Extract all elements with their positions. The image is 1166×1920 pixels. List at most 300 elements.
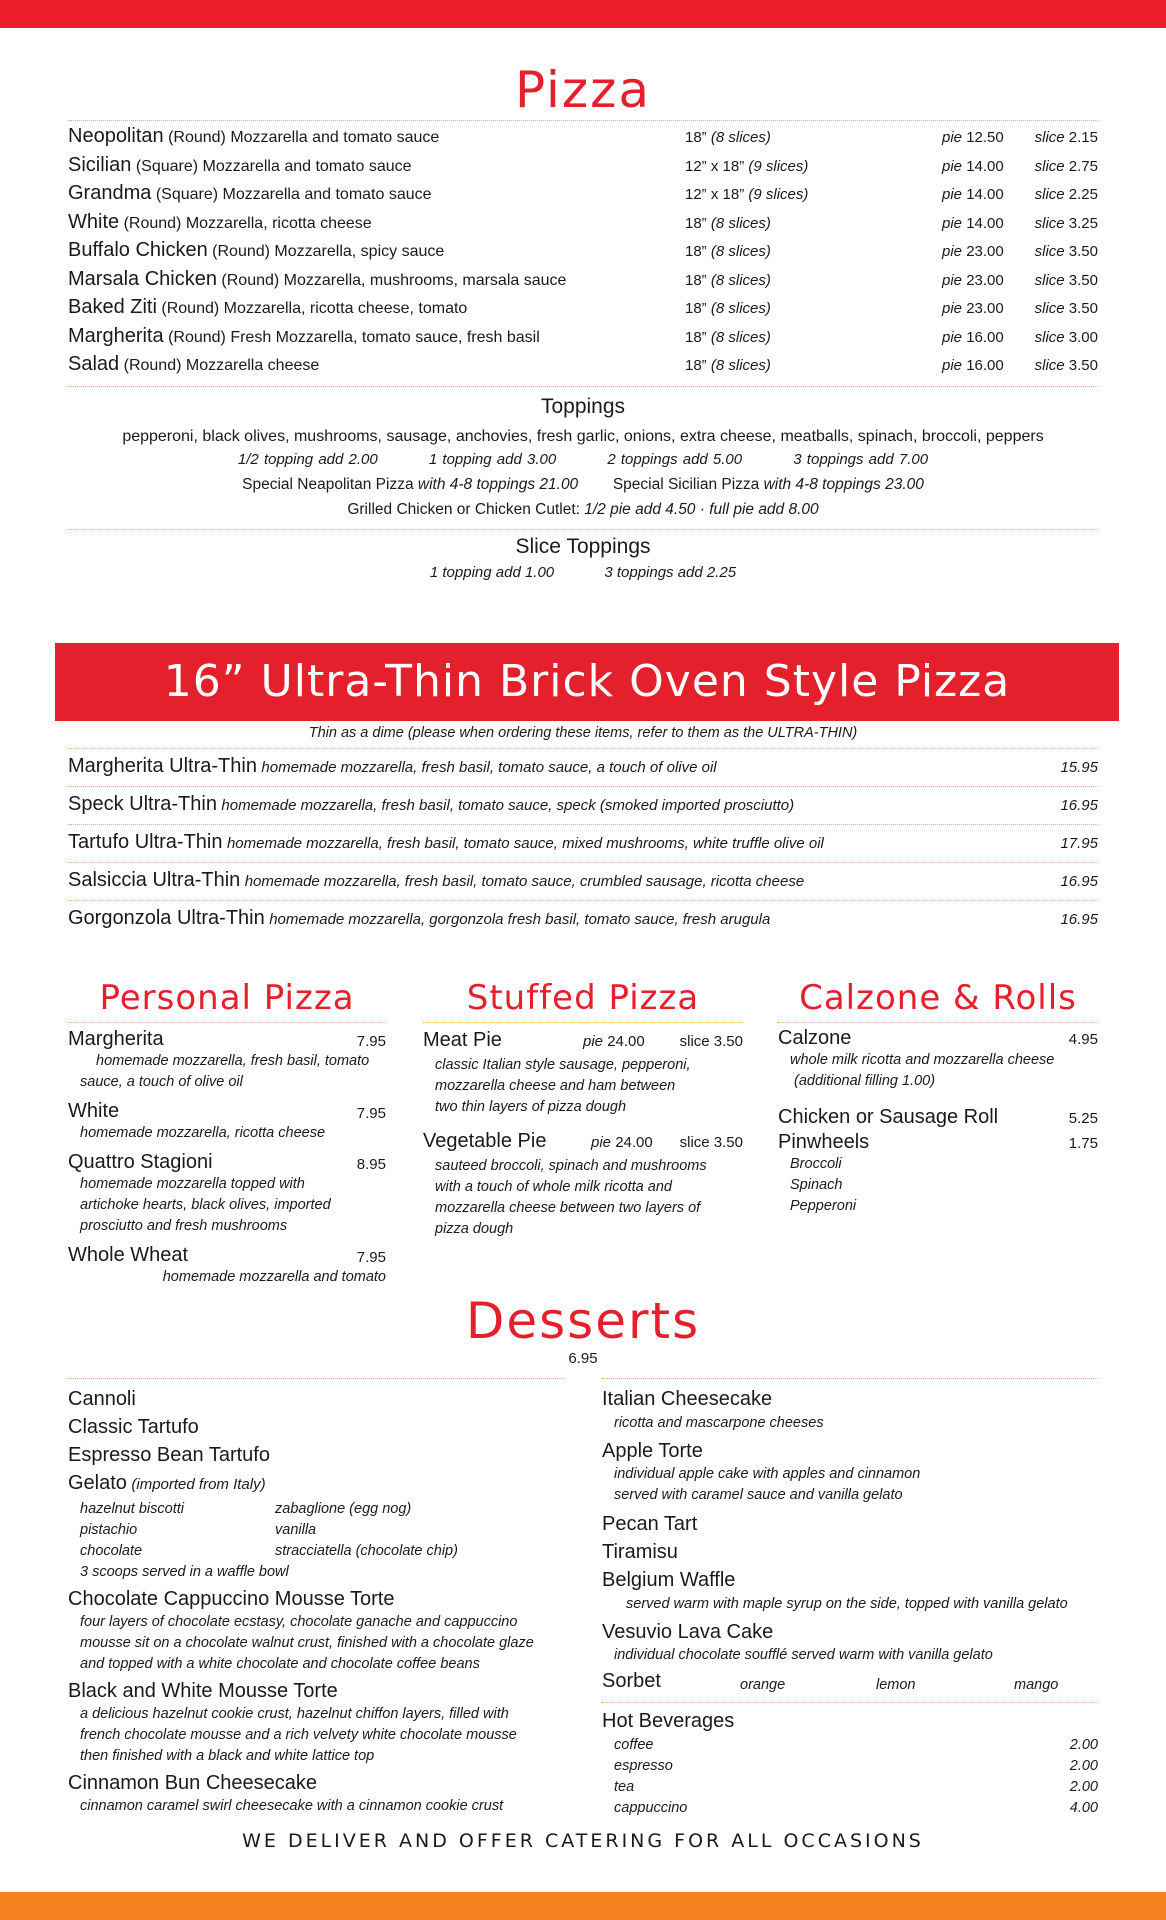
pizza-name-desc	[68, 125, 439, 148]
personal-item	[68, 1150, 386, 1174]
size-value: 18”	[685, 328, 707, 346]
pie-label: pie	[942, 214, 963, 232]
beverage-price: 2.00	[1069, 1758, 1098, 1774]
calzone-desc: whole milk ricotta and mozzarella cheese	[790, 1052, 1055, 1068]
stuffed-pie-price	[583, 1033, 645, 1050]
gelato-flavor: chocolate	[80, 1543, 143, 1559]
dessert-desc-line: served with caramel sauce and vanilla gelato	[614, 1487, 903, 1503]
calzone-extra: (additional filling 1.00)	[794, 1073, 936, 1089]
sorbet-flavor: orange	[740, 1677, 786, 1693]
pinwheels-item	[778, 1131, 1098, 1154]
slice-label: slice	[1034, 357, 1065, 374]
personal-item-price: 7.95	[356, 1249, 386, 1266]
beverage-row	[602, 1756, 1098, 1777]
stuffed-pizza-list	[423, 1029, 743, 1240]
personal-item-desc: homemade mozzarella and tomato	[162, 1269, 386, 1285]
pizza-name: Grandma	[68, 182, 152, 204]
dessert-desc-line: ricotta and mascarpone cheeses	[614, 1415, 824, 1431]
beverage-price: 2.00	[1069, 1779, 1098, 1795]
pizza-size	[685, 215, 771, 232]
pizza-name: Margherita	[68, 324, 164, 347]
dessert-belgium-waffle: Belgium Waffle	[602, 1569, 736, 1591]
gelato-flavor: stracciatella (chocolate chip)	[275, 1543, 458, 1559]
bottom-orange-bar	[0, 1892, 1166, 1920]
ultra-thin-price: 16.95	[1060, 911, 1098, 928]
pie-value: 23.00	[966, 243, 1004, 260]
roll-item	[778, 1106, 1098, 1129]
pizza-name: Buffalo Chicken	[68, 239, 208, 261]
desserts-header	[68, 1292, 1098, 1367]
topping-prices	[68, 451, 1098, 468]
slice-label: slice	[1034, 186, 1065, 203]
dessert-desc-line: individual apple cake with apples and cinnamon	[614, 1466, 921, 1482]
footer-tagline: WE DELIVER AND OFFER CATERING FOR ALL OCCASIONS	[242, 1830, 924, 1852]
slice-label: slice	[1034, 328, 1065, 346]
roll-price: 5.25	[1068, 1110, 1098, 1127]
beverage-row	[602, 1798, 1098, 1819]
size-value: 18”	[685, 214, 707, 232]
pinwheel-flavor: Pepperoni	[790, 1198, 857, 1214]
slice-label: slice	[679, 1134, 710, 1151]
beverage-name: coffee	[614, 1737, 654, 1753]
pie-label: pie	[942, 357, 963, 374]
topping-price: 1 topping add 3.00	[428, 450, 557, 468]
divider	[68, 1022, 386, 1023]
slice-price	[1035, 329, 1098, 346]
slice-topping-price: 3 toppings add 2.25	[604, 563, 737, 581]
slice-price	[1035, 158, 1098, 175]
pizza-name: Neopolitan	[68, 125, 164, 147]
personal-item-desc: homemade mozzarella topped with	[80, 1176, 305, 1192]
pie-value: 14.00	[966, 186, 1004, 203]
ultra-thin-name-desc	[68, 755, 717, 778]
pie-value: 23.00	[966, 271, 1004, 289]
gelato-serving: 3 scoops served in a waffle bowl	[80, 1564, 289, 1580]
slice-value: 3.50	[713, 1134, 743, 1151]
slice-value: 3.50	[1068, 271, 1098, 289]
size-value: 12” x 18”	[685, 157, 745, 175]
pizza-row	[68, 123, 1098, 152]
ultra-thin-price: 15.95	[1060, 759, 1098, 776]
hot-beverages-title: Hot Beverages	[602, 1710, 735, 1732]
pizza-size	[685, 329, 771, 346]
pizza-size	[685, 272, 771, 289]
stuffed-item-desc: mozzarella cheese and ham between	[435, 1078, 676, 1094]
stuffed-item	[423, 1130, 743, 1156]
pie-price	[942, 357, 1004, 374]
pizza-name-desc	[68, 211, 372, 234]
slice-value: 3.50	[713, 1033, 743, 1050]
slice-label: slice	[1034, 271, 1065, 289]
size-value: 18”	[685, 243, 707, 260]
divider	[602, 1702, 1098, 1703]
pizza-row	[68, 266, 1098, 295]
dessert-sorbet	[602, 1670, 1098, 1700]
slice-value: 3.50	[1068, 300, 1098, 317]
pie-label: pie	[942, 271, 963, 289]
ultra-thin-row	[68, 786, 1098, 824]
slice-label: slice	[1034, 129, 1065, 146]
pie-value: 12.50	[966, 129, 1004, 146]
special-pizzas	[68, 476, 1098, 494]
slice-count: (8 slices)	[710, 300, 771, 317]
desserts-title: Desserts	[465, 1292, 701, 1350]
pizza-size	[685, 357, 771, 374]
pizza-name-desc	[68, 239, 444, 262]
slice-price	[1035, 186, 1098, 203]
slice-price	[1035, 129, 1098, 146]
personal-item-name: Quattro Stagioni	[68, 1151, 213, 1173]
pie-price	[942, 186, 1004, 203]
special-neapolitan-price: with 4-8 toppings 21.00	[417, 475, 579, 493]
personal-item	[68, 1027, 386, 1051]
stuffed-slice-price	[680, 1033, 743, 1050]
ultra-thin-price: 16.95	[1060, 873, 1098, 890]
dessert-desc-line: a delicious hazelnut cookie crust, hazelnut chiffon layers, filled with	[80, 1706, 509, 1722]
special-sicilian-price: with 4-8 toppings 23.00	[763, 475, 924, 493]
personal-item-name: Whole Wheat	[68, 1244, 189, 1266]
personal-item-name: Margherita	[68, 1028, 164, 1050]
slice-label: slice	[1034, 300, 1065, 317]
beverage-name: tea	[614, 1779, 635, 1795]
pie-value: 24.00	[615, 1134, 653, 1151]
topping-price: 1/2 topping add 2.00	[237, 450, 378, 468]
pizza-section	[68, 60, 1098, 581]
calzone-section	[778, 978, 1098, 1217]
ultra-thin-name: Speck Ultra-Thin	[68, 793, 217, 815]
roll-name: Chicken or Sausage Roll	[778, 1106, 999, 1128]
dessert-gelato	[68, 1469, 564, 1499]
pie-label: pie	[591, 1134, 612, 1151]
stuffed-item-desc: with a touch of whole milk ricotta and	[435, 1179, 672, 1195]
ultra-thin-banner	[55, 643, 1119, 721]
ultra-thin-desc: homemade mozzarella, gorgonzola fresh basil, tomato sauce, fresh arugula	[269, 911, 771, 928]
pizza-row	[68, 180, 1098, 209]
slice-label: slice	[679, 1033, 710, 1050]
desserts-right-column	[602, 1378, 1098, 1819]
personal-item-price: 7.95	[356, 1105, 386, 1122]
dessert-cannoli: Cannoli	[68, 1388, 136, 1410]
pinwheels-price: 1.75	[1068, 1135, 1098, 1152]
divider	[423, 1022, 743, 1023]
pizza-desc: (Round) Mozzarella, ricotta cheese	[123, 214, 372, 232]
size-value: 18”	[685, 357, 707, 374]
topping-price: 3 toppings add 7.00	[793, 450, 929, 468]
slice-topping-prices	[68, 564, 1098, 581]
dessert-desc-line: served warm with maple syrup on the side, topped with vanilla gelato	[626, 1596, 1068, 1612]
ultra-thin-desc: homemade mozzarella, fresh basil, tomato sauce, a touch of olive oil	[261, 759, 717, 776]
slice-count: (9 slices)	[748, 186, 809, 203]
slice-count: (8 slices)	[710, 129, 771, 146]
pizza-size	[685, 243, 771, 260]
ultra-thin-section	[68, 724, 1098, 938]
slice-price	[1035, 357, 1098, 374]
pie-value: 14.00	[966, 157, 1004, 175]
pizza-desc: (Round) Fresh Mozzarella, tomato sauce, fresh basil	[168, 328, 540, 346]
slice-price	[1035, 215, 1098, 232]
pizza-name-desc	[68, 353, 319, 376]
dessert-cinnamon-cheesecake: Cinnamon Bun Cheesecake	[68, 1772, 318, 1794]
pizza-desc: (Round) Mozzarella, ricotta cheese, tomato	[161, 300, 468, 317]
size-value: 12” x 18”	[685, 186, 745, 203]
personal-item-price: 7.95	[356, 1033, 386, 1050]
dessert-chocolate-torte: Chocolate Cappuccino Mousse Torte	[68, 1588, 395, 1610]
pie-price	[942, 329, 1004, 346]
divider	[68, 529, 1098, 530]
stuffed-item-name: Vegetable Pie	[423, 1130, 547, 1152]
stuffed-pizza-title: Stuffed Pizza	[466, 978, 700, 1018]
pizza-desc: (Square) Mozzarella and tomato sauce	[135, 157, 412, 175]
slice-price	[1035, 272, 1098, 289]
dessert-desc-line: french chocolate mousse and a rich velvety white chocolate mousse	[80, 1727, 517, 1743]
pie-value: 23.00	[966, 300, 1004, 317]
pizza-row	[68, 351, 1098, 380]
slice-label: slice	[1034, 214, 1065, 232]
personal-item-desc: homemade mozzarella, ricotta cheese	[80, 1125, 326, 1141]
pie-label: pie	[942, 157, 963, 175]
ultra-thin-desc: homemade mozzarella, fresh basil, tomato sauce, mixed mushrooms, white truffle olive oil	[226, 835, 824, 852]
top-red-bar	[0, 0, 1166, 28]
slice-value: 2.15	[1068, 129, 1098, 146]
pie-price	[942, 300, 1004, 317]
dessert-desc-line: cinnamon caramel swirl cheesecake with a cinnamon cookie crust	[80, 1798, 504, 1814]
dessert-desc-line: and topped with a white chocolate and chocolate coffee beans	[80, 1656, 480, 1672]
stuffed-item-desc: classic Italian style sausage, pepperoni,	[435, 1057, 691, 1073]
chicken-addon	[68, 501, 1098, 519]
pizza-size	[685, 300, 771, 317]
pie-label: pie	[942, 328, 963, 346]
pie-label: pie	[942, 186, 963, 203]
pizza-row	[68, 209, 1098, 238]
ultra-thin-name-desc	[68, 831, 824, 854]
personal-item-name: White	[68, 1100, 120, 1122]
slice-count: (9 slices)	[748, 157, 809, 175]
pizza-title: Pizza	[514, 61, 652, 119]
pizza-row	[68, 294, 1098, 323]
stuffed-item-desc: pizza dough	[435, 1221, 514, 1237]
pie-label: pie	[583, 1033, 604, 1050]
personal-item-desc: homemade mozzarella, fresh basil, tomato	[96, 1053, 370, 1069]
slice-count: (8 slices)	[710, 214, 771, 232]
gelato-name: Gelato	[68, 1472, 127, 1494]
pizza-row	[68, 237, 1098, 266]
ultra-thin-name: Tartufo Ultra-Thin	[68, 831, 223, 853]
dessert-apple-torte: Apple Torte	[602, 1440, 703, 1462]
special-neapolitan-name: Special Neapolitan Pizza	[242, 475, 414, 493]
ultra-thin-desc: homemade mozzarella, fresh basil, tomato sauce, speck (smoked imported prosciutto)	[221, 797, 795, 814]
ultra-thin-price: 16.95	[1060, 797, 1098, 814]
pizza-name: Baked Ziti	[68, 296, 157, 318]
personal-item-price: 8.95	[356, 1156, 386, 1173]
pizza-size	[685, 186, 808, 203]
divider	[68, 1378, 564, 1379]
pie-value: 14.00	[966, 214, 1004, 232]
slice-value: 3.50	[1068, 243, 1098, 260]
pizza-size	[685, 129, 771, 146]
slice-count: (8 slices)	[710, 243, 771, 260]
special-sicilian-name: Special Sicilian Pizza	[612, 475, 760, 493]
beverage-row	[602, 1735, 1098, 1756]
pizza-name-desc	[68, 268, 566, 291]
slice-count: (8 slices)	[710, 328, 771, 346]
gelato-note: (imported from Italy)	[131, 1476, 266, 1493]
dessert-classic-tartufo: Classic Tartufo	[68, 1416, 199, 1438]
pizza-size	[685, 158, 808, 175]
ultra-thin-name-desc	[68, 907, 770, 930]
stuffed-slice-price	[680, 1134, 743, 1151]
sorbet-name: Sorbet	[602, 1670, 661, 1692]
beverage-price: 2.00	[1069, 1737, 1098, 1753]
beverage-price: 4.00	[1069, 1800, 1098, 1816]
calzone-price: 4.95	[1068, 1031, 1098, 1048]
pie-price	[942, 129, 1004, 146]
slice-label: slice	[1034, 243, 1065, 260]
beverage-name: espresso	[614, 1758, 673, 1774]
pizza-name: Sicilian	[68, 153, 132, 176]
pizza-desc: (Round) Mozzarella and tomato sauce	[168, 129, 440, 146]
dessert-italian-cheesecake: Italian Cheesecake	[602, 1388, 773, 1410]
dessert-vesuvio-cake: Vesuvio Lava Cake	[602, 1621, 774, 1643]
chicken-addon-price: 1/2 pie add 4.50 · full pie add 8.00	[584, 500, 819, 518]
ultra-thin-desc: homemade mozzarella, fresh basil, tomato sauce, crumbled sausage, ricotta cheese	[244, 873, 805, 890]
pie-price	[942, 272, 1004, 289]
slice-value: 3.25	[1068, 214, 1098, 232]
dessert-desc-line: then finished with a black and white lattice top	[80, 1748, 375, 1764]
dessert-desc-line: mousse sit on a chocolate walnut crust, finished with a chocolate glaze	[80, 1635, 534, 1651]
calzone-name: Calzone	[778, 1027, 852, 1049]
slice-value: 3.00	[1068, 328, 1098, 346]
pizza-name: Salad	[68, 353, 120, 375]
pinwheels-name: Pinwheels	[778, 1131, 870, 1153]
stuffed-pizza-section	[423, 978, 743, 1240]
pie-price	[942, 158, 1004, 175]
desserts-price: 6.95	[568, 1350, 598, 1367]
personal-item-desc: prosciutto and fresh mushrooms	[80, 1218, 288, 1234]
dessert-espresso-tartufo: Espresso Bean Tartufo	[68, 1444, 270, 1466]
personal-pizza-list	[68, 1027, 386, 1288]
ultra-thin-name: Gorgonzola Ultra-Thin	[68, 907, 265, 929]
ultra-thin-row	[68, 862, 1098, 900]
gelato-flavors	[68, 1499, 564, 1562]
ultra-thin-name: Margherita Ultra-Thin	[68, 755, 257, 777]
slice-count: (8 slices)	[710, 357, 771, 374]
beverage-row	[602, 1777, 1098, 1798]
pizza-name: Marsala Chicken	[68, 267, 217, 290]
pizza-table	[68, 121, 1098, 380]
pizza-name: White	[68, 210, 120, 233]
pizza-name-desc	[68, 154, 412, 177]
pie-value: 16.00	[966, 357, 1004, 374]
desserts-left-column	[68, 1378, 564, 1817]
sorbet-flavor: lemon	[876, 1677, 916, 1693]
slice-topping-price: 1 topping add 1.00	[429, 563, 555, 581]
slice-price	[1035, 300, 1098, 317]
pie-value: 24.00	[607, 1033, 645, 1050]
ultra-thin-row	[68, 824, 1098, 862]
gelato-flavor: vanilla	[275, 1522, 317, 1538]
pizza-name-desc	[68, 296, 467, 319]
personal-item-desc: artichoke hearts, black olives, imported	[80, 1197, 331, 1213]
stuffed-item	[423, 1029, 743, 1055]
topping-price: 2 toppings add 5.00	[607, 450, 743, 468]
divider	[68, 386, 1098, 387]
pizza-row	[68, 323, 1098, 352]
dessert-pecan-tart: Pecan Tart	[602, 1513, 698, 1535]
calzone-title: Calzone & Rolls	[799, 978, 1077, 1018]
slice-count: (8 slices)	[710, 271, 771, 289]
pie-price	[942, 243, 1004, 260]
pie-label: pie	[942, 243, 963, 260]
divider	[778, 1022, 1098, 1023]
pinwheel-flavor: Broccoli	[790, 1156, 842, 1172]
pie-price	[942, 215, 1004, 232]
dessert-black-white-torte: Black and White Mousse Torte	[68, 1680, 338, 1702]
sorbet-flavor: mango	[1014, 1677, 1059, 1693]
personal-pizza-title: Personal Pizza	[99, 978, 355, 1018]
ultra-thin-title: 16” Ultra-Thin Brick Oven Style Pizza	[163, 656, 1011, 707]
personal-item	[68, 1243, 386, 1267]
divider	[602, 1378, 1098, 1379]
pie-label: pie	[942, 129, 963, 146]
hot-beverages-list	[602, 1735, 1098, 1819]
stuffed-item-name: Meat Pie	[423, 1029, 502, 1051]
calzone-item	[778, 1027, 1098, 1050]
dessert-tiramisu: Tiramisu	[602, 1541, 678, 1563]
size-value: 18”	[685, 271, 707, 289]
beverage-name: cappuccino	[614, 1800, 688, 1816]
toppings-title: Toppings	[540, 394, 626, 418]
personal-pizza-section	[68, 978, 386, 1288]
stuffed-pie-price	[591, 1134, 653, 1151]
toppings-list: pepperoni, black olives, mushrooms, sausage, anchovies, fresh garlic, onions, extra cheese, meatballs, spinach, broccoli, peppers	[122, 427, 1044, 445]
gelato-flavor: hazelnut biscotti	[80, 1501, 184, 1517]
slice-label: slice	[1034, 157, 1065, 175]
chicken-addon-name: Grilled Chicken or Chicken Cutlet:	[347, 500, 580, 518]
ultra-thin-row	[68, 748, 1098, 786]
stuffed-item-desc: mozzarella cheese between two layers of	[435, 1200, 701, 1216]
ultra-thin-name: Salsiccia Ultra-Thin	[68, 869, 241, 891]
stuffed-item-desc: two thin layers of pizza dough	[435, 1099, 627, 1115]
pizza-desc: (Round) Mozzarella cheese	[123, 357, 320, 374]
pie-label: pie	[942, 300, 963, 317]
size-value: 18”	[685, 129, 707, 146]
gelato-flavor: pistachio	[80, 1522, 138, 1538]
dessert-desc-line: individual chocolate soufflé served warm with vanilla gelato	[614, 1647, 993, 1663]
pizza-name-desc	[68, 182, 432, 205]
pizza-name-desc	[68, 325, 540, 348]
size-value: 18”	[685, 300, 707, 317]
pinwheel-flavor: Spinach	[790, 1177, 843, 1193]
stuffed-item-desc: sauteed broccoli, spinach and mushrooms	[435, 1158, 707, 1174]
ultra-thin-note: Thin as a dime (please when ordering these items, refer to them as the ULTRA-THIN)	[308, 725, 858, 741]
dessert-desc-line: four layers of chocolate ecstasy, chocolate ganache and cappuccino	[80, 1614, 518, 1630]
ultra-thin-price: 17.95	[1060, 835, 1098, 852]
slice-toppings-title: Slice Toppings	[515, 534, 651, 558]
personal-item	[68, 1099, 386, 1123]
pizza-desc: (Square) Mozzarella and tomato sauce	[155, 186, 432, 203]
slice-value: 3.50	[1068, 357, 1098, 374]
pie-value: 16.00	[966, 328, 1004, 346]
ultra-thin-list	[68, 748, 1098, 938]
ultra-thin-row	[68, 900, 1098, 938]
pizza-desc: (Round) Mozzarella, spicy sauce	[212, 243, 445, 260]
slice-value: 2.75	[1068, 157, 1098, 175]
slice-value: 2.25	[1068, 186, 1098, 203]
ultra-thin-name-desc	[68, 793, 794, 816]
gelato-flavor: zabaglione (egg nog)	[275, 1501, 412, 1517]
pizza-row	[68, 152, 1098, 181]
ultra-thin-name-desc	[68, 869, 804, 892]
